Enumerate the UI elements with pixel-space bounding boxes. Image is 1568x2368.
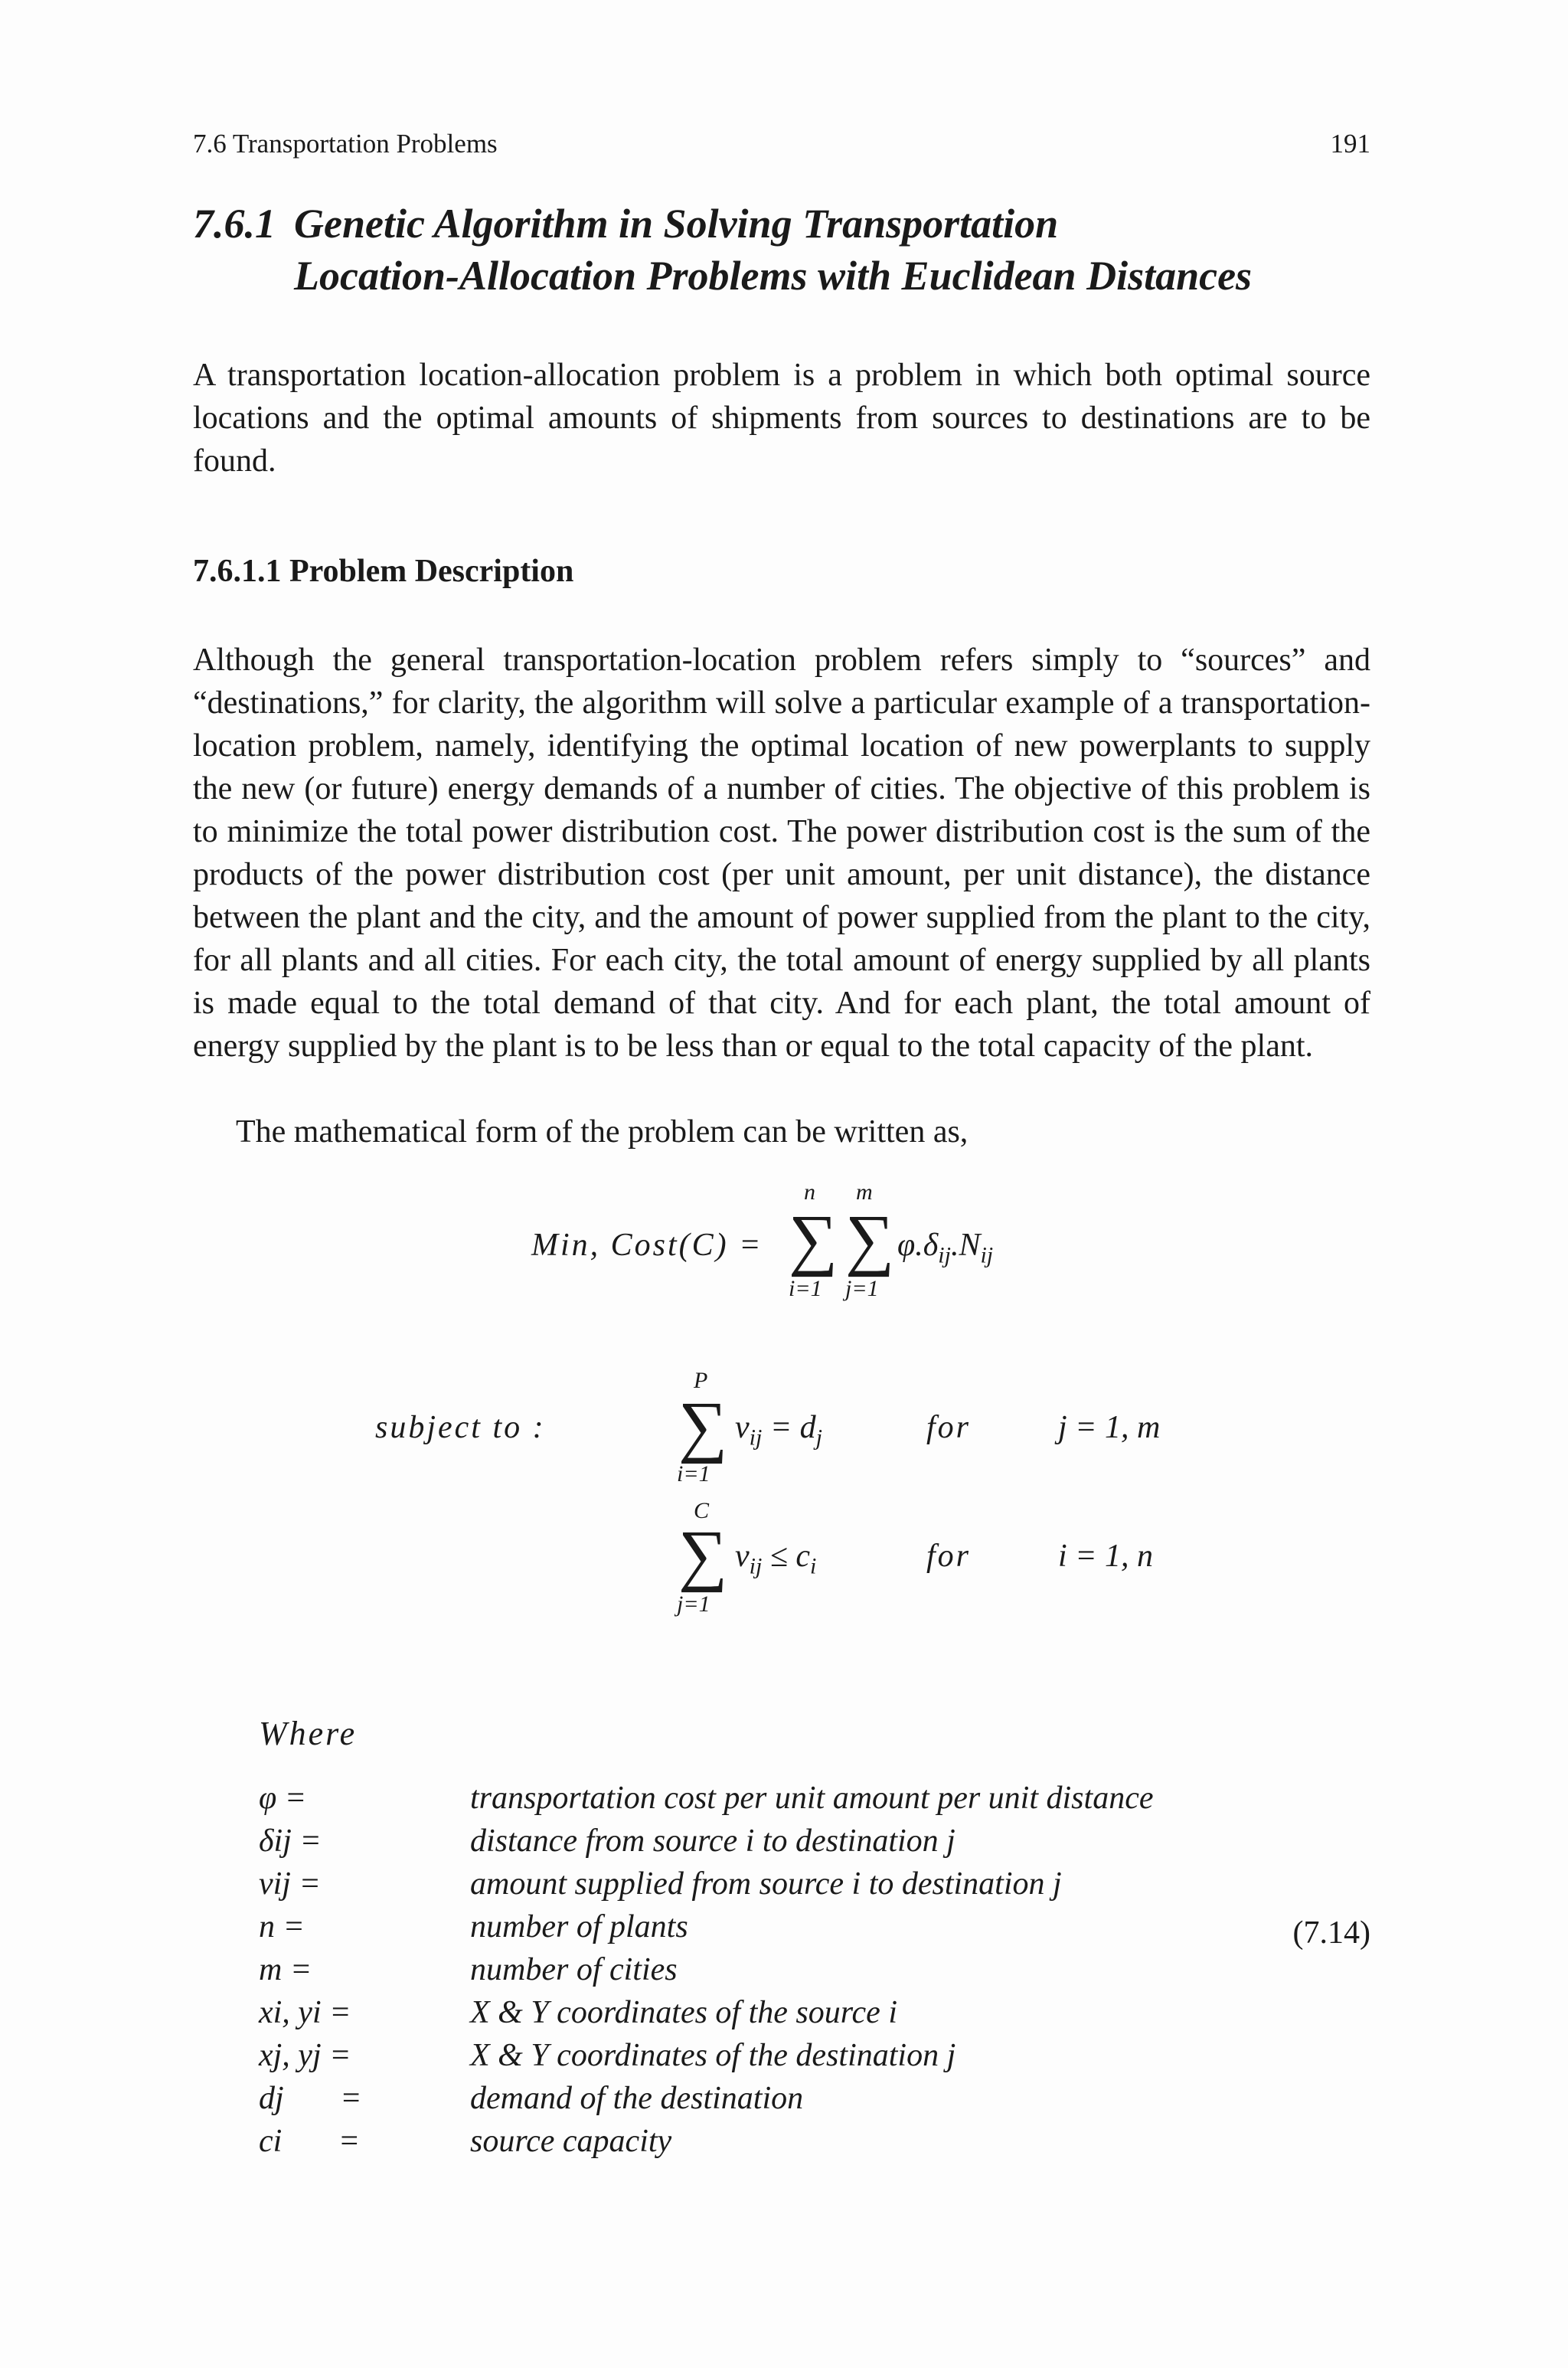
math-intro: The mathematical form of the problem can be written as, [236, 1114, 969, 1150]
where-label: Where [259, 1715, 358, 1752]
subsection-heading: 7.6.1.1 Problem Description [193, 554, 574, 589]
c2-sigma: ∑ [678, 1517, 728, 1593]
sum2-upper: m [856, 1179, 873, 1205]
def-meaning: X & Y coordinates of the destination j [470, 2038, 956, 2073]
section-title-line1: Genetic Algorithm in Solving Transportation [294, 201, 1059, 247]
def-symbol: vij = [259, 1866, 321, 1902]
sum2-sigma: ∑ [845, 1202, 895, 1277]
sum1-upper: n [804, 1179, 815, 1205]
description-paragraph: Although the general transportation-location problem refers simply to “sources” and “destinations,” for clarity, the algorithm will solve a particular example of a transportation-location problem, namely, identifying the optimal location of new powerplants to supply the new (or future) energy demands of a number of cities. The objective of this problem is to minimize the total power distribution cost. The power distribution cost is the sum of the products of the power distribution cost (per unit amount, per unit distance), the distance between the plant and the city, and the amount of power supplied from the plant to the city, for all plants and all cities. For each city, the total amount of energy supplied by all plants is made equal to the total demand of that city. And for each plant, the total amount of energy supplied by the plant is to be less than or equal to the total capacity of the plant. [193, 643, 1370, 1064]
def-symbol: n = [259, 1909, 305, 1944]
c1-body: $v_{ij} = d_j$ [735, 1410, 823, 1451]
def-symbol: m = [259, 1952, 312, 1987]
def-symbol: φ = [259, 1781, 307, 1816]
def-meaning: number of cities [470, 1952, 678, 1987]
def-meaning: transportation cost per unit amount per unit distance [470, 1781, 1154, 1816]
section-number: 7.6.1 [193, 201, 276, 247]
sum2-lower: j=1 [845, 1276, 879, 1301]
def-symbol: xi, yi = [259, 1995, 351, 2030]
c1-for: for [926, 1410, 972, 1445]
c1-lower: i=1 [677, 1461, 710, 1487]
c2-for: for [926, 1539, 972, 1574]
c2-upper: C [694, 1498, 710, 1523]
section-title [193, 198, 1387, 302]
subject-to-label: subject to : [375, 1410, 546, 1445]
objective-equation [0, 1179, 1568, 1317]
def-symbol: ci = [259, 2124, 361, 2159]
objective-term: $\varphi.\delta_{ij}.N_{ij}$ [897, 1228, 994, 1268]
intro-paragraph: A transportation location-allocation problem is a problem in which both optimal source locations and the optimal amounts of shipments from sources to destinations are to be found. [193, 358, 1370, 479]
sum1-sigma: ∑ [789, 1202, 838, 1277]
def-symbol: δij = [259, 1823, 322, 1859]
running-head: 7.6 Transportation Problems [193, 129, 498, 159]
def-meaning: amount supplied from source i to destination j [470, 1866, 1062, 1902]
c1-sigma: ∑ [678, 1388, 728, 1464]
c2-body: $v_{ij} \le c_i$ [735, 1539, 817, 1579]
def-meaning: number of plants [470, 1909, 688, 1944]
section-title-line2: Location-Allocation Problems with Euclidean Distances [294, 253, 1253, 299]
sum1-lower: i=1 [789, 1276, 822, 1301]
equation-number: (7.14) [1292, 1915, 1370, 1951]
def-meaning: X & Y coordinates of the source i [470, 1995, 897, 2030]
def-meaning: distance from source i to destination j [470, 1823, 956, 1859]
c1-upper: P [694, 1368, 708, 1393]
c2-lower: j=1 [677, 1591, 710, 1617]
page-number: 191 [1330, 129, 1370, 159]
def-symbol: dj = [259, 2081, 362, 2116]
def-symbol: xj, yj = [259, 2038, 351, 2073]
c1-range: j = 1, m [1058, 1410, 1161, 1445]
def-meaning: source capacity [470, 2124, 672, 2159]
def-meaning: demand of the destination [470, 2081, 804, 2116]
constraints [0, 1363, 1568, 1624]
objective-lhs: Min, Cost(C) = [531, 1228, 763, 1263]
c2-range: i = 1, n [1058, 1539, 1154, 1574]
